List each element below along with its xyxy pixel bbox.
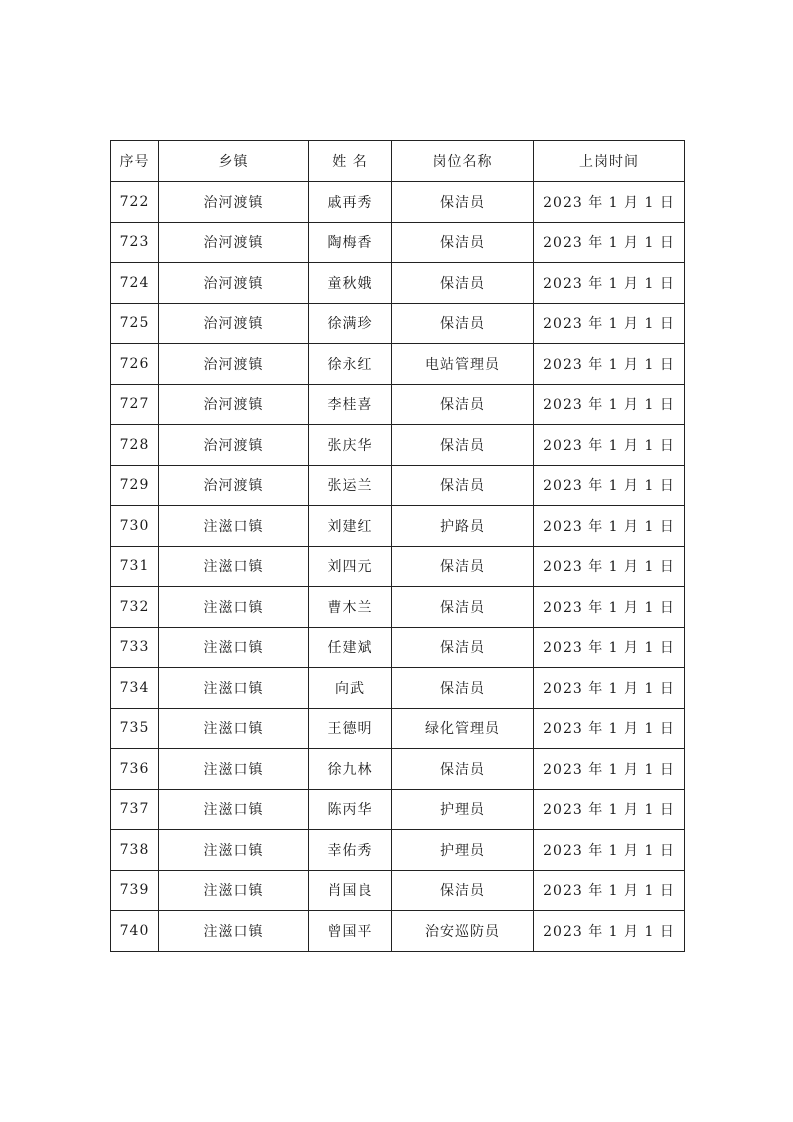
cell-start-date: 2023 年 1 月 1 日 (534, 870, 685, 911)
cell-post: 保洁员 (392, 222, 534, 263)
table-row (111, 263, 685, 304)
table-row (111, 303, 685, 344)
cell-start-date: 2023 年 1 月 1 日 (534, 222, 685, 263)
cell-post: 保洁员 (392, 546, 534, 587)
cell-serial: 740 (111, 911, 159, 952)
table-row (111, 506, 685, 547)
cell-post: 保洁员 (392, 303, 534, 344)
cell-post: 治安巡防员 (392, 911, 534, 952)
table-row (111, 911, 685, 952)
cell-name: 任建斌 (309, 627, 392, 668)
cell-start-date: 2023 年 1 月 1 日 (534, 749, 685, 790)
cell-post: 护路员 (392, 506, 534, 547)
cell-post: 保洁员 (392, 465, 534, 506)
cell-start-date: 2023 年 1 月 1 日 (534, 789, 685, 830)
cell-town: 注滋口镇 (159, 587, 309, 628)
cell-start-date: 2023 年 1 月 1 日 (534, 384, 685, 425)
cell-name: 向武 (309, 668, 392, 709)
cell-serial: 733 (111, 627, 159, 668)
table-row (111, 222, 685, 263)
cell-name: 曾国平 (309, 911, 392, 952)
cell-serial: 722 (111, 182, 159, 223)
table-row (111, 830, 685, 871)
cell-name: 刘四元 (309, 546, 392, 587)
cell-post: 保洁员 (392, 749, 534, 790)
cell-post: 保洁员 (392, 627, 534, 668)
cell-serial: 724 (111, 263, 159, 304)
cell-name: 李桂喜 (309, 384, 392, 425)
table-row (111, 465, 685, 506)
cell-serial: 736 (111, 749, 159, 790)
cell-serial: 737 (111, 789, 159, 830)
table-row (111, 425, 685, 466)
header-town: 乡镇 (159, 141, 309, 182)
cell-town: 治河渡镇 (159, 263, 309, 304)
header-start-date: 上岗时间 (534, 141, 685, 182)
cell-serial: 735 (111, 708, 159, 749)
cell-name: 肖国良 (309, 870, 392, 911)
cell-name: 徐满珍 (309, 303, 392, 344)
cell-town: 治河渡镇 (159, 303, 309, 344)
cell-name: 徐九林 (309, 749, 392, 790)
cell-town: 治河渡镇 (159, 222, 309, 263)
cell-serial: 723 (111, 222, 159, 263)
cell-serial: 734 (111, 668, 159, 709)
table-row (111, 789, 685, 830)
cell-serial: 739 (111, 870, 159, 911)
cell-start-date: 2023 年 1 月 1 日 (534, 506, 685, 547)
table-row (111, 870, 685, 911)
cell-post: 电站管理员 (392, 344, 534, 385)
cell-serial: 727 (111, 384, 159, 425)
cell-name: 张庆华 (309, 425, 392, 466)
cell-start-date: 2023 年 1 月 1 日 (534, 182, 685, 223)
cell-start-date: 2023 年 1 月 1 日 (534, 668, 685, 709)
cell-town: 治河渡镇 (159, 182, 309, 223)
cell-post: 保洁员 (392, 668, 534, 709)
cell-start-date: 2023 年 1 月 1 日 (534, 546, 685, 587)
cell-serial: 729 (111, 465, 159, 506)
cell-town: 注滋口镇 (159, 668, 309, 709)
cell-name: 陶梅香 (309, 222, 392, 263)
cell-start-date: 2023 年 1 月 1 日 (534, 465, 685, 506)
cell-post: 保洁员 (392, 425, 534, 466)
cell-name: 曹木兰 (309, 587, 392, 628)
roster-table (110, 140, 685, 952)
cell-town: 治河渡镇 (159, 344, 309, 385)
cell-town: 治河渡镇 (159, 425, 309, 466)
cell-post: 护理员 (392, 789, 534, 830)
cell-serial: 731 (111, 546, 159, 587)
table-row (111, 668, 685, 709)
cell-name: 童秋娥 (309, 263, 392, 304)
cell-town: 注滋口镇 (159, 789, 309, 830)
header-post: 岗位名称 (392, 141, 534, 182)
cell-name: 刘建红 (309, 506, 392, 547)
table-row (111, 344, 685, 385)
table-row (111, 384, 685, 425)
table-header (111, 141, 685, 182)
cell-start-date: 2023 年 1 月 1 日 (534, 425, 685, 466)
cell-town: 注滋口镇 (159, 546, 309, 587)
cell-serial: 730 (111, 506, 159, 547)
cell-serial: 725 (111, 303, 159, 344)
cell-post: 保洁员 (392, 587, 534, 628)
cell-serial: 728 (111, 425, 159, 466)
cell-serial: 738 (111, 830, 159, 871)
cell-post: 保洁员 (392, 263, 534, 304)
table-row (111, 708, 685, 749)
header-serial: 序号 (111, 141, 159, 182)
table-row (111, 182, 685, 223)
cell-name: 王德明 (309, 708, 392, 749)
cell-start-date: 2023 年 1 月 1 日 (534, 303, 685, 344)
cell-serial: 726 (111, 344, 159, 385)
header-name: 姓 名 (309, 141, 392, 182)
cell-town: 注滋口镇 (159, 627, 309, 668)
cell-post: 保洁员 (392, 384, 534, 425)
cell-start-date: 2023 年 1 月 1 日 (534, 708, 685, 749)
cell-town: 治河渡镇 (159, 465, 309, 506)
cell-start-date: 2023 年 1 月 1 日 (534, 627, 685, 668)
cell-town: 注滋口镇 (159, 870, 309, 911)
cell-post: 保洁员 (392, 870, 534, 911)
table-row (111, 546, 685, 587)
table-row (111, 627, 685, 668)
cell-start-date: 2023 年 1 月 1 日 (534, 830, 685, 871)
cell-name: 陈丙华 (309, 789, 392, 830)
header-row (111, 141, 685, 182)
cell-post: 护理员 (392, 830, 534, 871)
table-body (111, 182, 685, 952)
cell-town: 注滋口镇 (159, 911, 309, 952)
cell-start-date: 2023 年 1 月 1 日 (534, 263, 685, 304)
cell-name: 幸佑秀 (309, 830, 392, 871)
table-row (111, 749, 685, 790)
cell-post: 保洁员 (392, 182, 534, 223)
cell-town: 治河渡镇 (159, 384, 309, 425)
cell-town: 注滋口镇 (159, 506, 309, 547)
cell-start-date: 2023 年 1 月 1 日 (534, 344, 685, 385)
cell-town: 注滋口镇 (159, 830, 309, 871)
cell-name: 徐永红 (309, 344, 392, 385)
table-row (111, 587, 685, 628)
cell-post: 绿化管理员 (392, 708, 534, 749)
cell-name: 戚再秀 (309, 182, 392, 223)
cell-town: 注滋口镇 (159, 749, 309, 790)
cell-serial: 732 (111, 587, 159, 628)
cell-town: 注滋口镇 (159, 708, 309, 749)
cell-start-date: 2023 年 1 月 1 日 (534, 911, 685, 952)
cell-name: 张运兰 (309, 465, 392, 506)
cell-start-date: 2023 年 1 月 1 日 (534, 587, 685, 628)
